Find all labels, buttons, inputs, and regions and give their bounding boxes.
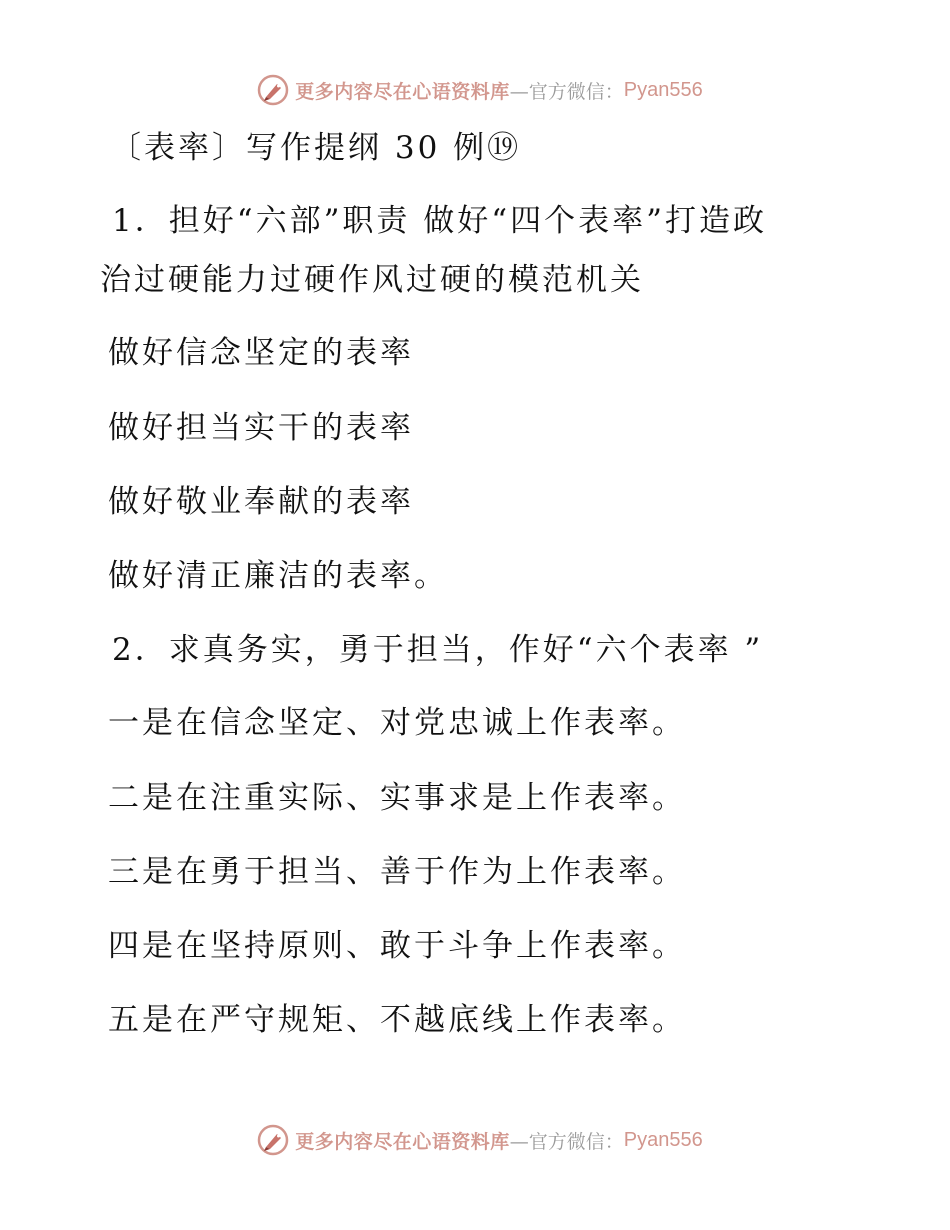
watermark-separator-text: —官方微信：	[509, 1130, 624, 1153]
footer-watermark	[0, 1120, 950, 1160]
section2-item-2: 二是在注重实际、实事求是上作表率。	[108, 780, 686, 816]
section1-item-3: 做好敬业奉献的表率	[108, 484, 414, 520]
watermark-id-text: Pyan556	[623, 78, 703, 101]
watermark-main-text: 更多内容尽在心语资料库	[295, 1130, 510, 1153]
watermark-id-text: Pyan556	[623, 1128, 703, 1151]
section2-item-5: 五是在严守规矩、不越底线上作表率。	[108, 1002, 686, 1038]
document-title: 〔表率〕写作提纲 30 例⑲	[110, 130, 522, 166]
section1-item-2: 做好担当实干的表率	[108, 410, 414, 446]
watermark-main-text: 更多内容尽在心语资料库	[295, 80, 510, 103]
section2-heading: 2．求真务实，勇于担当，作好“六个表率 ”	[112, 632, 764, 668]
section1-heading-line2: 治过硬能力过硬作风过硬的模范机关	[100, 262, 644, 298]
header-watermark	[0, 70, 950, 110]
watermark-separator-text: —官方微信：	[509, 80, 624, 103]
section2-item-4: 四是在坚持原则、敢于斗争上作表率。	[108, 928, 686, 964]
section2-item-1: 一是在信念坚定、对党忠诚上作表率。	[108, 705, 686, 741]
section2-item-3: 三是在勇于担当、善于作为上作表率。	[108, 854, 686, 890]
pen-nib-logo-icon	[257, 1124, 289, 1156]
section1-heading-line1: 1．担好“六部”职责 做好“四个表率”打造政	[112, 203, 767, 239]
section1-item-1: 做好信念坚定的表率	[108, 335, 414, 371]
section1-item-4: 做好清正廉洁的表率。	[108, 558, 448, 594]
pen-nib-logo-icon	[257, 74, 289, 106]
